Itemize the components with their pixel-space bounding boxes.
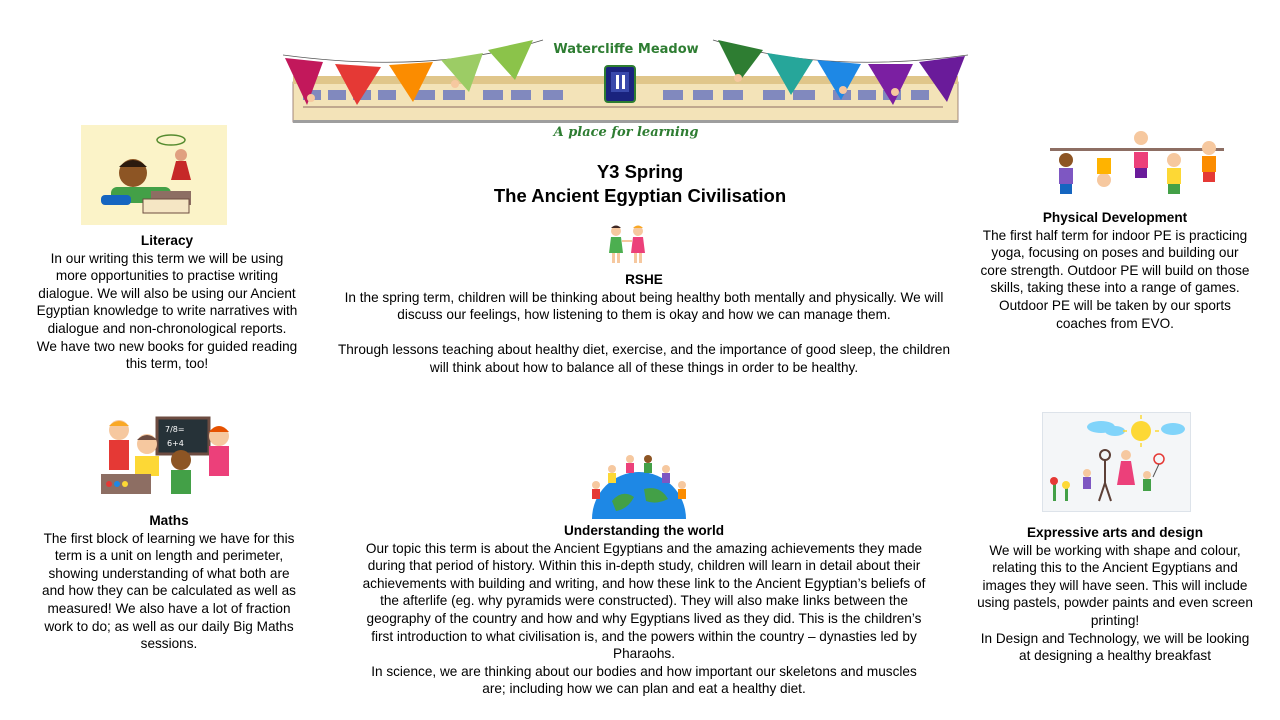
- pe-body: The first half term for indoor PE is practicing yoga, focusing on poses and building our core strength. Outdoor PE will build on those skills, taking these into a range of games. Outdoor PE will be taken by our sports coaches from EVO.: [980, 227, 1250, 331]
- ead-illustration: [1042, 412, 1191, 512]
- children-hanging-bar-icon: [1046, 128, 1228, 202]
- svg-text:6+4: 6+4: [167, 439, 184, 448]
- rshe-heading: RSHE: [625, 272, 663, 287]
- ead-heading: Expressive arts and design: [1026, 525, 1204, 540]
- maths-section: [40, 512, 298, 653]
- children-blackboard-icon: [95, 414, 241, 504]
- school-banner: [283, 20, 968, 145]
- maths-heading: Maths: [149, 513, 189, 528]
- children-around-globe-icon: [582, 449, 696, 519]
- school-name: Watercliffe Meadow: [553, 42, 699, 57]
- literacy-heading: Literacy: [140, 233, 194, 248]
- rshe-section: [330, 271, 958, 377]
- ead-body-2: In Design and Technology, we will be looking at designing a healthy breakfast: [980, 630, 1250, 664]
- maths-illustration: [95, 414, 241, 504]
- utw-section: [358, 522, 930, 698]
- two-children-icon: [598, 223, 658, 267]
- title-line-1: Y3 Spring: [596, 161, 684, 182]
- utw-illustration: [582, 449, 696, 519]
- literacy-illustration: [81, 125, 227, 225]
- reading-boy-icon: [81, 125, 227, 225]
- pe-section: [980, 209, 1250, 332]
- utw-heading: Understanding the world: [563, 523, 725, 538]
- rshe-para-1: In the spring term, children will be thinking about being healthy both mentally and physically. We will discuss our feelings, how listening to them is okay and how we can manage them.: [344, 289, 944, 323]
- utw-para-2: In science, we are thinking about our bodies and how important our skeletons and muscles are; including how we can plan and eat a healthy diet.: [371, 663, 917, 697]
- ead-section: [975, 524, 1255, 665]
- pe-illustration: [1046, 128, 1228, 202]
- rshe-para-2: Through lessons teaching about healthy diet, exercise, and the importance of good sleep, the children will think about how to balance all of these things in order to be healthy.: [337, 342, 951, 375]
- literacy-body: In our writing this term we will be using more opportunities to practise writing dialogue. We will also be using our Ancient Egyptian knowledge to write narratives with dialogue and non-chronological reports. We have two new books for guided reading this term, too!: [36, 250, 298, 372]
- ead-body: We will be working with shape and colour, relating this to the Ancient Egyptians and images they will have seen. This will include using pastels, powder paints and even screen printing!: [977, 542, 1253, 628]
- rshe-illustration: [598, 223, 658, 267]
- child-drawing-family-icon: [1043, 413, 1190, 511]
- svg-text:7/8=: 7/8=: [165, 425, 185, 434]
- maths-body: The first block of learning we have for this term is a unit on length and perimeter, showing understanding of what both are and how they can be calculated as well as measured! We also have a lot of fraction work to do; as well as our daily Big Maths sessions.: [42, 530, 296, 652]
- title-line-2: The Ancient Egyptian Civilisation: [493, 185, 787, 206]
- utw-para-1: Our topic this term is about the Ancient Egyptians and the amazing achievements they made during that period of history. Within this in-depth study, children will learn in detail about their achievements with building and writing, and how these link to the Ancient Egyptian’s beliefs of the afterlife (eg. why pyramids were constructed). They will also make links between the geography of the country and how and why Egyptians lived as they did. This is the children’s first introduction to what civilisation is, and the powers within the country – dynasties led by Pharaohs.: [362, 540, 926, 662]
- page-title: [400, 160, 880, 208]
- school-tagline: A place for learning: [553, 125, 699, 140]
- literacy-section: [36, 232, 298, 373]
- pe-heading: Physical Development: [1042, 210, 1188, 225]
